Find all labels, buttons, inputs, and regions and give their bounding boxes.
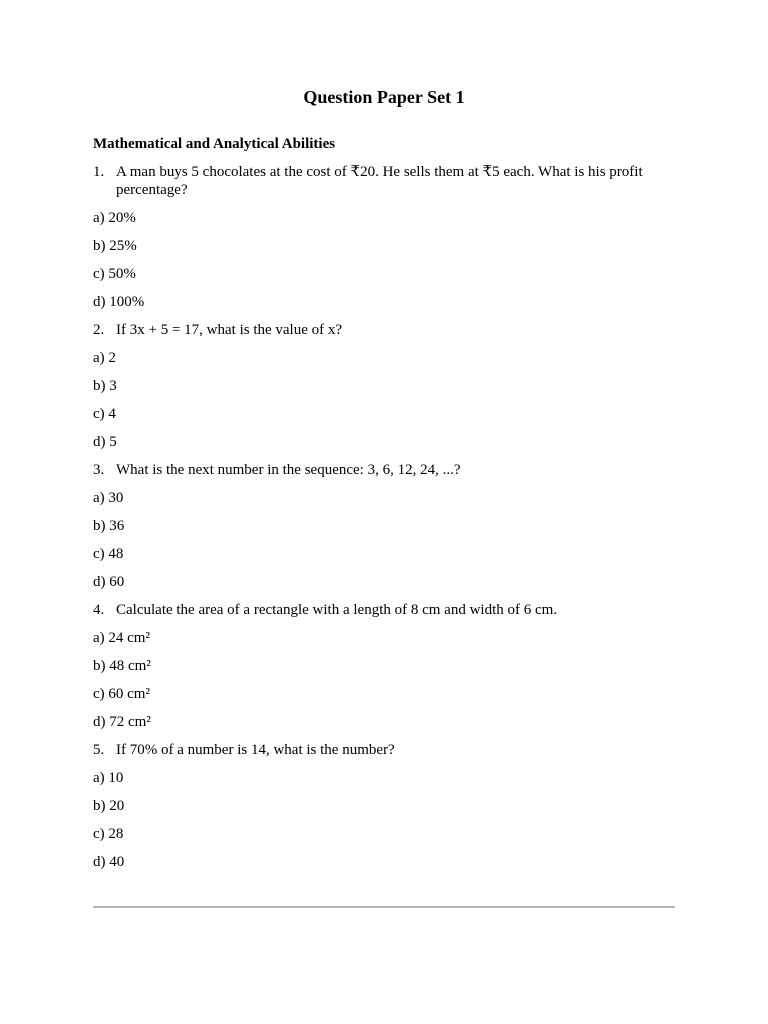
question-block-1	[93, 163, 675, 311]
document-title: Question Paper Set 1	[303, 87, 465, 107]
question-4	[93, 601, 675, 619]
question-list	[93, 163, 675, 881]
option-b: b) 25%	[93, 238, 137, 254]
option-a: a) 20%	[93, 210, 136, 226]
option-b: b) 20	[93, 798, 125, 814]
section-heading: Mathematical and Analytical Abilities	[93, 136, 336, 152]
question-block-2	[93, 321, 675, 451]
option-c: c) 60 cm²	[93, 686, 150, 702]
question-block-3	[93, 461, 675, 591]
question-text: If 70% of a number is 14, what is the number?	[116, 742, 395, 758]
option-a: a) 10	[93, 770, 124, 786]
question-text: A man buys 5 chocolates at the cost of ₹20. He sells them at ₹5 each. What is his profit percentage?	[116, 164, 643, 198]
option-d: d) 60	[93, 574, 125, 590]
question-2	[93, 321, 675, 339]
question-number: 4.	[93, 602, 105, 618]
question-block-5	[93, 741, 675, 871]
option-b: b) 3	[93, 378, 117, 394]
option-d: d) 40	[93, 854, 125, 870]
question-text: Calculate the area of a rectangle with a length of 8 cm and width of 6 cm.	[116, 602, 558, 618]
option-a: a) 24 cm²	[93, 630, 150, 646]
horizontal-rule	[93, 906, 675, 908]
question-5	[93, 741, 675, 759]
option-c: c) 48	[93, 546, 124, 562]
option-b: b) 48 cm²	[93, 658, 151, 674]
question-text: If 3x + 5 = 17, what is the value of x?	[116, 322, 343, 338]
option-d: d) 72 cm²	[93, 714, 151, 730]
question-block-4	[93, 601, 675, 731]
question-1	[93, 163, 675, 199]
option-c: c) 4	[93, 406, 116, 422]
question-text: What is the next number in the sequence: 3, 6, 12, 24, ...?	[116, 462, 461, 478]
option-d: d) 5	[93, 434, 117, 450]
option-a: a) 30	[93, 490, 124, 506]
option-b: b) 36	[93, 518, 125, 534]
question-number: 2.	[93, 322, 105, 338]
option-c: c) 28	[93, 826, 124, 842]
option-c: c) 50%	[93, 266, 136, 282]
question-number: 1.	[93, 164, 105, 180]
question-number: 5.	[93, 742, 105, 758]
question-3	[93, 461, 675, 479]
option-d: d) 100%	[93, 294, 145, 310]
question-number: 3.	[93, 462, 105, 478]
option-a: a) 2	[93, 350, 116, 366]
